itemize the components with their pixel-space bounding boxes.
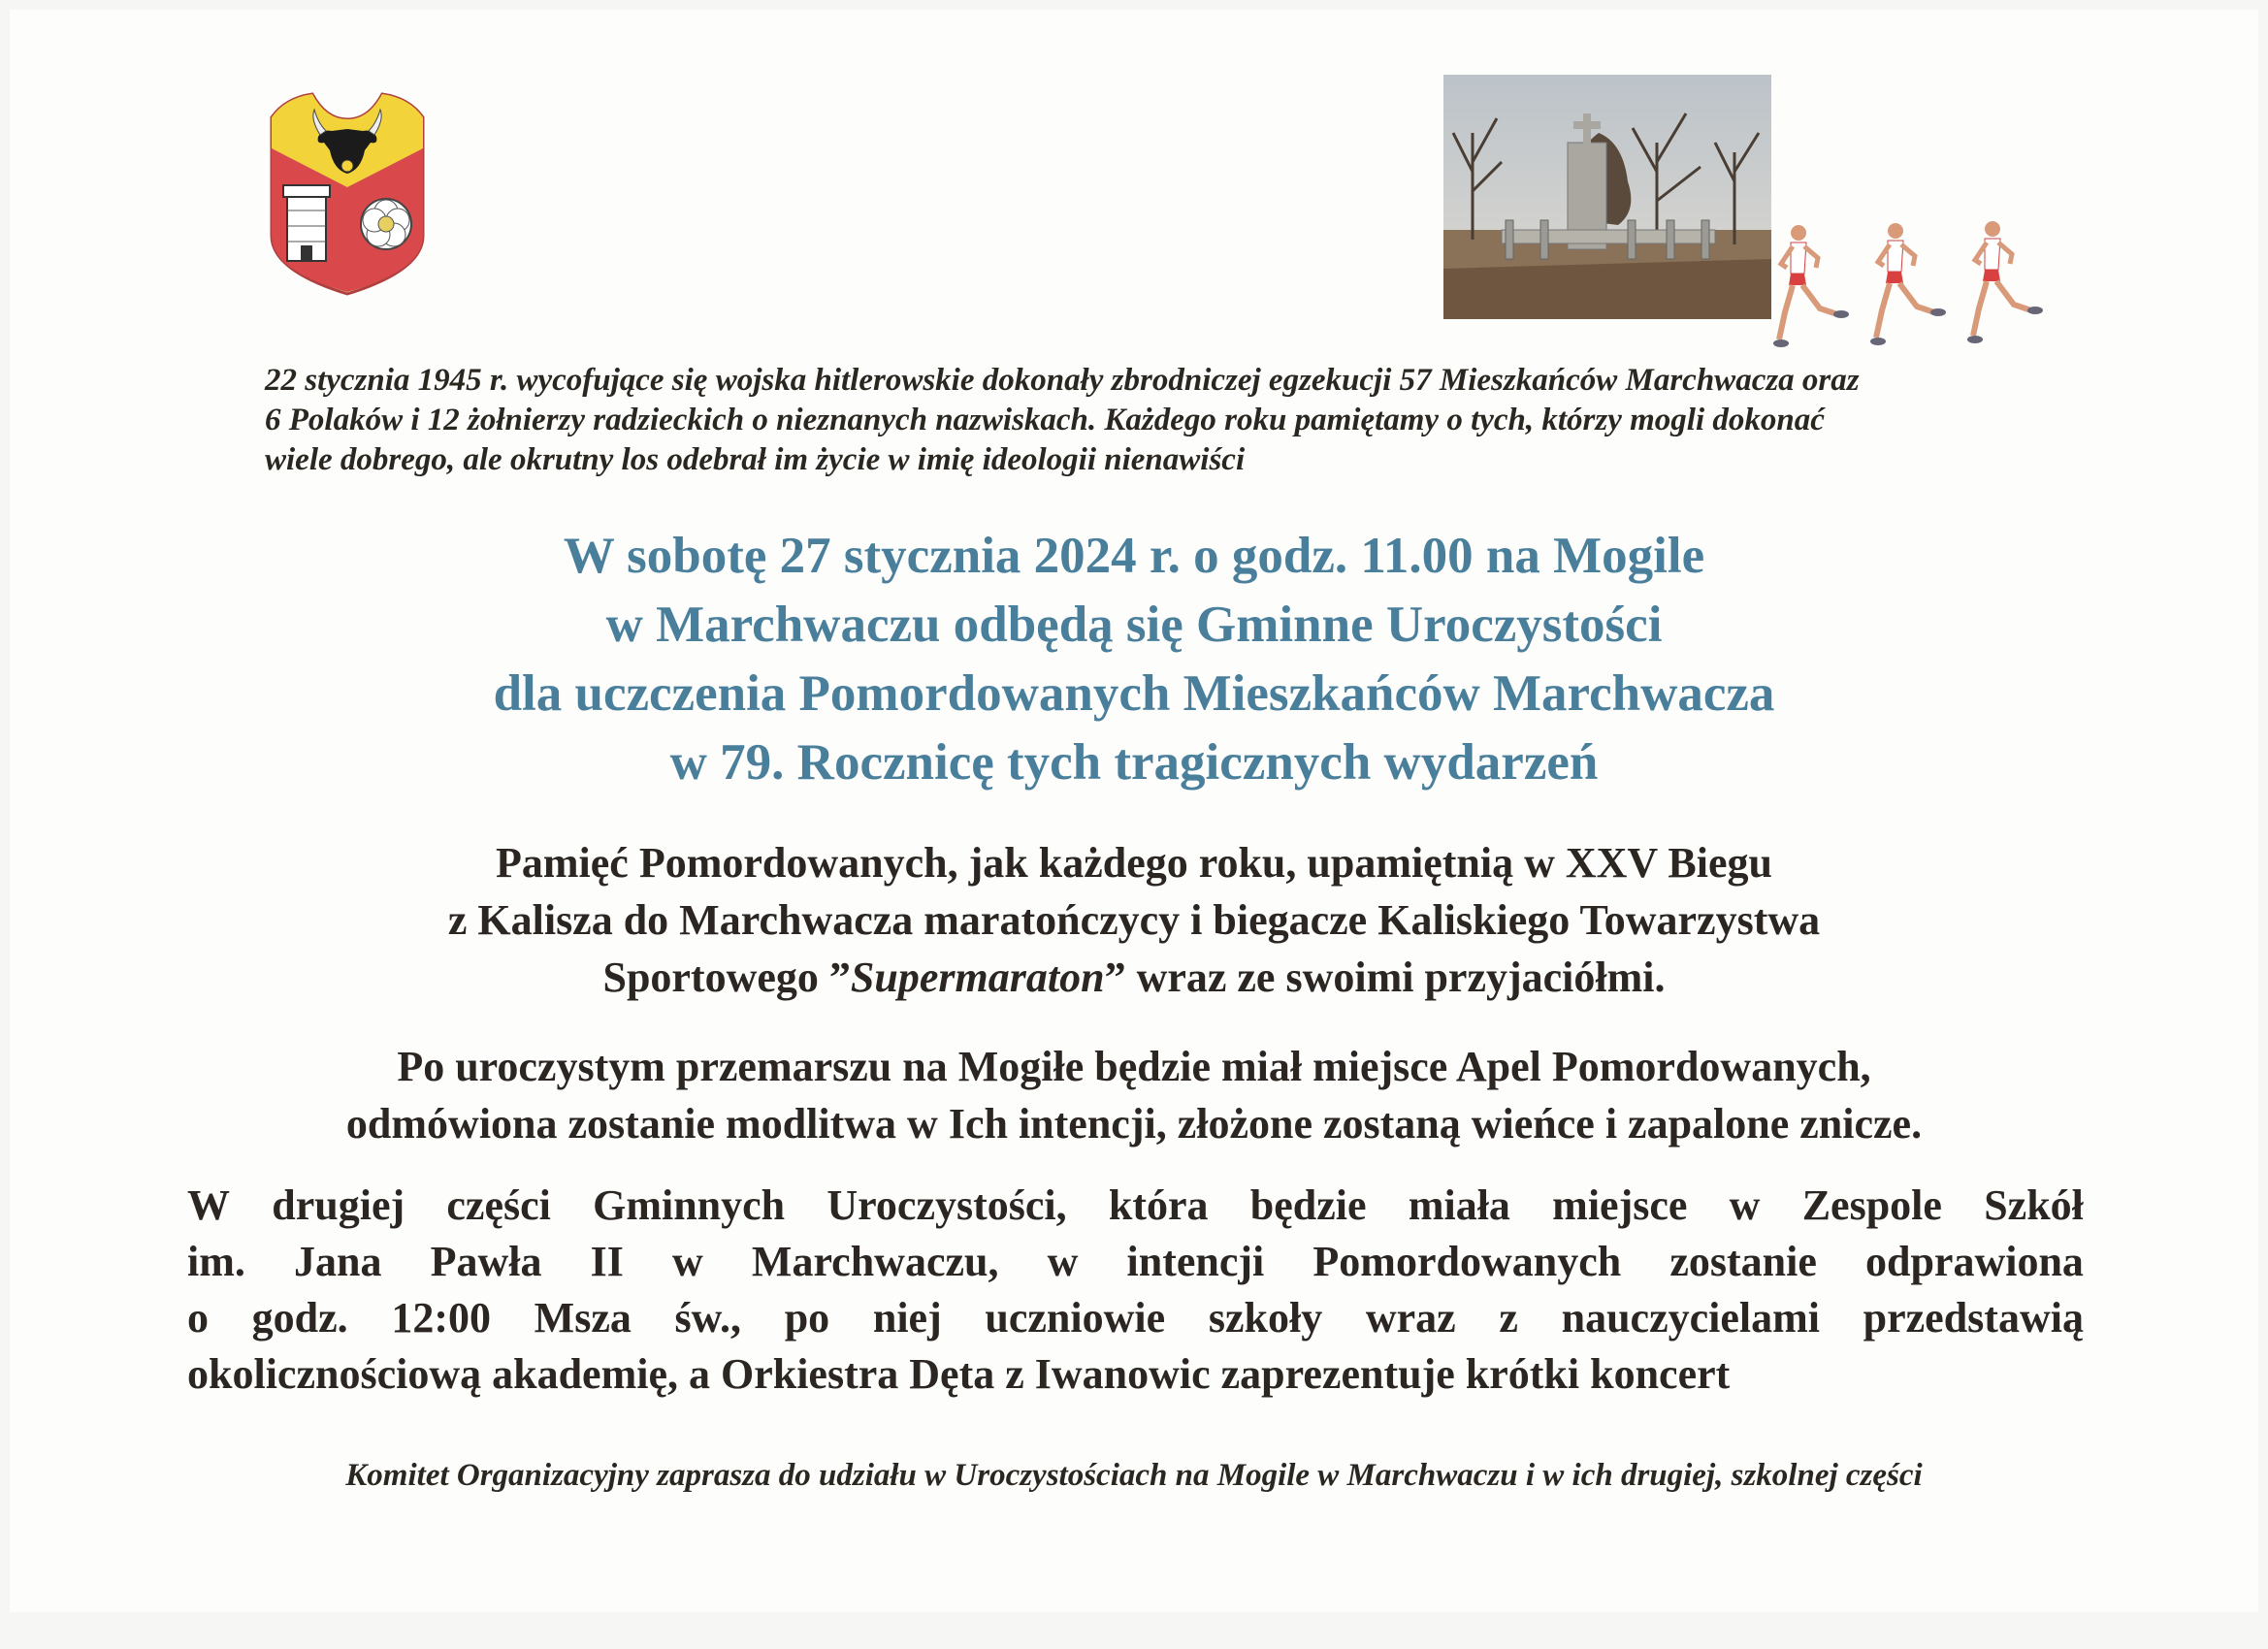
club-name: Supermaraton <box>850 954 1105 1001</box>
school-word: intencji <box>1126 1238 1265 1285</box>
school-word: w <box>1047 1238 1079 1285</box>
school-word: po <box>784 1294 830 1342</box>
school-word: Pomordowanych <box>1312 1238 1622 1285</box>
memorial-photo-icon <box>1443 75 1771 319</box>
school-word: szkoły <box>1208 1294 1323 1342</box>
headline-line: w 79. Rocznicę tych tragicznych wydarzeń <box>669 734 1599 791</box>
school-word: która <box>1108 1181 1209 1229</box>
school-word: odprawiona <box>1864 1238 2084 1285</box>
march-paragraph <box>0 1038 2268 1152</box>
school-word: o <box>187 1294 209 1342</box>
school-word: w <box>1729 1181 1761 1229</box>
school-word: Zespole <box>1801 1181 1942 1229</box>
school-word: Marchwaczu, <box>751 1238 999 1285</box>
school-line <box>187 1234 2084 1290</box>
runner-icon <box>1870 223 1946 345</box>
school-word: przedstawią <box>1863 1294 2084 1342</box>
school-word: Pawła <box>430 1238 542 1285</box>
school-word: niej <box>872 1294 942 1342</box>
school-justified-lines <box>187 1178 2084 1346</box>
runners-icon <box>1773 215 2064 357</box>
school-word: godz. <box>251 1294 348 1342</box>
school-word: drugiej <box>272 1181 405 1229</box>
headline-line: dla uczczenia Pomordowanych Mieszkańców Marchwacza <box>493 665 1775 722</box>
school-word: w <box>672 1238 703 1285</box>
school-paragraph <box>187 1178 2084 1403</box>
club-suffix: ” wraz ze swoimi przyjaciółmi. <box>1104 954 1666 1001</box>
school-word: zostanie <box>1669 1238 1817 1285</box>
intro-paragraph <box>265 361 2050 480</box>
school-word: 12:00 <box>391 1294 491 1342</box>
run-line <box>0 949 2268 1006</box>
headline-line: w Marchwaczu odbędą się Gminne Uroczystości <box>605 597 1663 653</box>
run-line: z Kalisza do Marchwacza maratończycy i biegacze Kaliskiego Towarzystwa <box>447 896 1821 944</box>
school-word: Gminnych <box>593 1181 786 1229</box>
club-prefix: Sportowego ” <box>602 954 851 1001</box>
school-word: Szkół <box>1984 1181 2084 1229</box>
runner-icon <box>1773 225 1849 347</box>
school-word: z <box>1499 1294 1518 1342</box>
school-word: będzie <box>1249 1181 1367 1229</box>
school-word: św., <box>674 1294 742 1342</box>
intro-line: 6 Polaków i 12 żołnierzy radzieckich o nieznanych nazwiskach. Każdego roku pamiętamy o tych, którzy mogli dokonać <box>265 403 1825 437</box>
school-word: II <box>590 1238 624 1285</box>
school-line <box>187 1178 2084 1234</box>
school-word: Jana <box>294 1238 382 1285</box>
school-word: W <box>187 1181 230 1229</box>
school-line: okolicznościową akademię, a Orkiestra Dęta z Iwanowic zaprezentuje krótki koncert <box>187 1350 1731 1398</box>
run-line: Pamięć Pomordowanych, jak każdego roku, upamiętnią w XXV Biegu <box>496 839 1772 887</box>
coat-of-arms-icon <box>264 81 431 296</box>
run-paragraph <box>0 834 2268 1006</box>
school-word: Msza <box>534 1294 632 1342</box>
march-line: Po uroczystym przemarszu na Mogiłe będzie miał miejsce Apel Pomordowanych, <box>397 1043 1871 1090</box>
school-word: miejsce <box>1552 1181 1688 1229</box>
march-line: odmówiona zostanie modlitwa w Ich intencji, złożone zostaną wieńce i zapalone znicze. <box>345 1100 1923 1148</box>
headline-line: W sobotę 27 stycznia 2024 r. o godz. 11.00 na Mogile <box>563 528 1705 584</box>
runner-icon <box>1967 221 2043 343</box>
intro-line: wiele dobrego, ale okrutny los odebrał im życie w imię ideologii nienawiści <box>265 442 1246 477</box>
school-word: im. <box>187 1238 245 1285</box>
school-word: miała <box>1408 1181 1510 1229</box>
organizing-committee-note: Komitet Organizacyjny zaprasza do udziału w Uroczystościach na Mogile w Marchwaczu i w ich drugiej, szkolnej części <box>345 1458 1923 1493</box>
school-word: części <box>446 1181 551 1229</box>
school-line <box>187 1290 2084 1346</box>
school-word: uczniowie <box>985 1294 1166 1342</box>
school-word: nauczycielami <box>1561 1294 1820 1342</box>
school-word: Uroczystości, <box>826 1181 1067 1229</box>
event-headline <box>0 522 2268 797</box>
school-word: wraz <box>1365 1294 1456 1342</box>
intro-line: 22 stycznia 1945 r. wycofujące się wojska hitlerowskie dokonały zbrodniczej egzekucji 57 Mieszkańców Marchwacza oraz <box>265 363 1860 398</box>
